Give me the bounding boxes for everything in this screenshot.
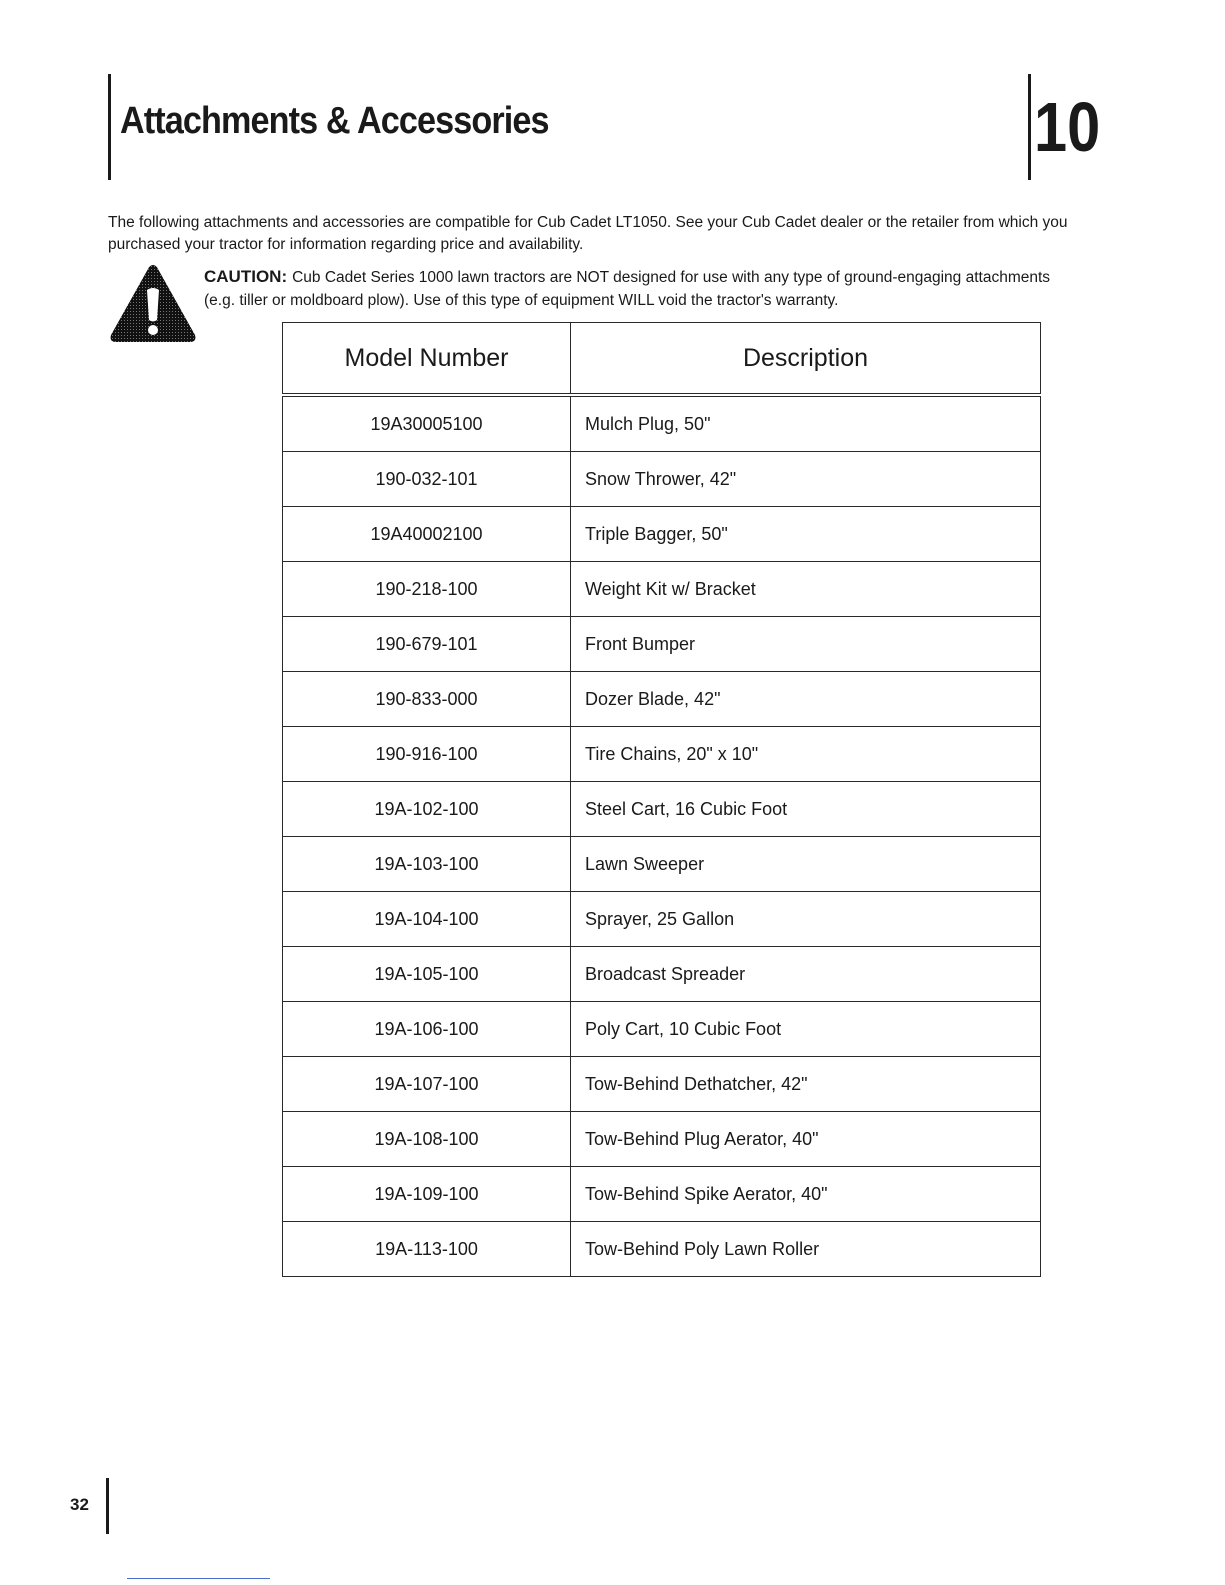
caution-notice <box>204 265 1084 312</box>
description-cell: Steel Cart, 16 Cubic Foot <box>571 782 1041 837</box>
description-cell: Tow-Behind Dethatcher, 42" <box>571 1057 1041 1112</box>
table-row <box>283 562 1041 617</box>
table-row <box>283 617 1041 672</box>
table-row <box>283 837 1041 892</box>
table-row <box>283 1002 1041 1057</box>
header-model-number: Model Number <box>283 323 571 396</box>
description-cell: Poly Cart, 10 Cubic Foot <box>571 1002 1041 1057</box>
model-number-cell: 19A-102-100 <box>283 782 571 837</box>
table-row <box>283 1057 1041 1112</box>
table-row <box>283 672 1041 727</box>
table-row <box>283 892 1041 947</box>
description-cell: Mulch Plug, 50" <box>571 395 1041 452</box>
page-title: Attachments & Accessories <box>120 100 549 142</box>
chapter-number: 10 <box>1034 88 1101 166</box>
model-number-cell: 190-679-101 <box>283 617 571 672</box>
description-cell: Lawn Sweeper <box>571 837 1041 892</box>
description-cell: Tow-Behind Poly Lawn Roller <box>571 1222 1041 1277</box>
table-row <box>283 1112 1041 1167</box>
description-cell: Snow Thrower, 42" <box>571 452 1041 507</box>
description-cell: Broadcast Spreader <box>571 947 1041 1002</box>
model-number-cell: 19A-108-100 <box>283 1112 571 1167</box>
description-cell: Dozer Blade, 42" <box>571 672 1041 727</box>
table-row <box>283 1167 1041 1222</box>
model-number-cell: 19A-104-100 <box>283 892 571 947</box>
description-cell: Triple Bagger, 50" <box>571 507 1041 562</box>
table-row <box>283 782 1041 837</box>
model-number-cell: 190-218-100 <box>283 562 571 617</box>
model-number-cell: 190-032-101 <box>283 452 571 507</box>
table-row <box>283 727 1041 782</box>
intro-paragraph: The following attachments and accessories are compatible for Cub Cadet LT1050. See your Cub Cadet dealer or the retailer from which you purchased your tractor for information regarding price and availability. <box>108 214 1068 253</box>
header-description: Description <box>571 323 1041 396</box>
page-number-divider <box>106 1478 109 1534</box>
model-number-cell: 19A-107-100 <box>283 1057 571 1112</box>
footer-link-underline <box>127 1578 270 1579</box>
model-number-cell: 19A-103-100 <box>283 837 571 892</box>
accessories-table-container <box>282 322 1040 1277</box>
caution-label: CAUTION: <box>204 267 288 286</box>
description-cell: Tire Chains, 20" x 10" <box>571 727 1041 782</box>
chapter-divider <box>1028 74 1031 180</box>
description-cell: Sprayer, 25 Gallon <box>571 892 1041 947</box>
warning-triangle-icon <box>108 262 198 346</box>
caution-text: Cub Cadet Series 1000 lawn tractors are NOT designed for use with any type of ground-engaging attachments (e.g. tiller or moldboard plow). Use of this type of equipment WILL void the tractor's warranty. <box>204 269 1051 309</box>
description-cell: Tow-Behind Spike Aerator, 40" <box>571 1167 1041 1222</box>
table-row <box>283 947 1041 1002</box>
model-number-cell: 19A40002100 <box>283 507 571 562</box>
model-number-cell: 190-916-100 <box>283 727 571 782</box>
table-header-row <box>283 323 1041 396</box>
table-row <box>283 452 1041 507</box>
table-row <box>283 1222 1041 1277</box>
model-number-cell: 19A-106-100 <box>283 1002 571 1057</box>
model-number-cell: 19A30005100 <box>283 395 571 452</box>
title-divider <box>108 74 111 180</box>
description-cell: Weight Kit w/ Bracket <box>571 562 1041 617</box>
description-cell: Tow-Behind Plug Aerator, 40" <box>571 1112 1041 1167</box>
model-number-cell: 19A-113-100 <box>283 1222 571 1277</box>
model-number-cell: 19A-109-100 <box>283 1167 571 1222</box>
accessories-table <box>282 322 1041 1277</box>
table-row <box>283 395 1041 452</box>
table-row <box>283 507 1041 562</box>
page-number: 32 <box>70 1495 89 1514</box>
model-number-cell: 19A-105-100 <box>283 947 571 1002</box>
description-cell: Front Bumper <box>571 617 1041 672</box>
model-number-cell: 190-833-000 <box>283 672 571 727</box>
